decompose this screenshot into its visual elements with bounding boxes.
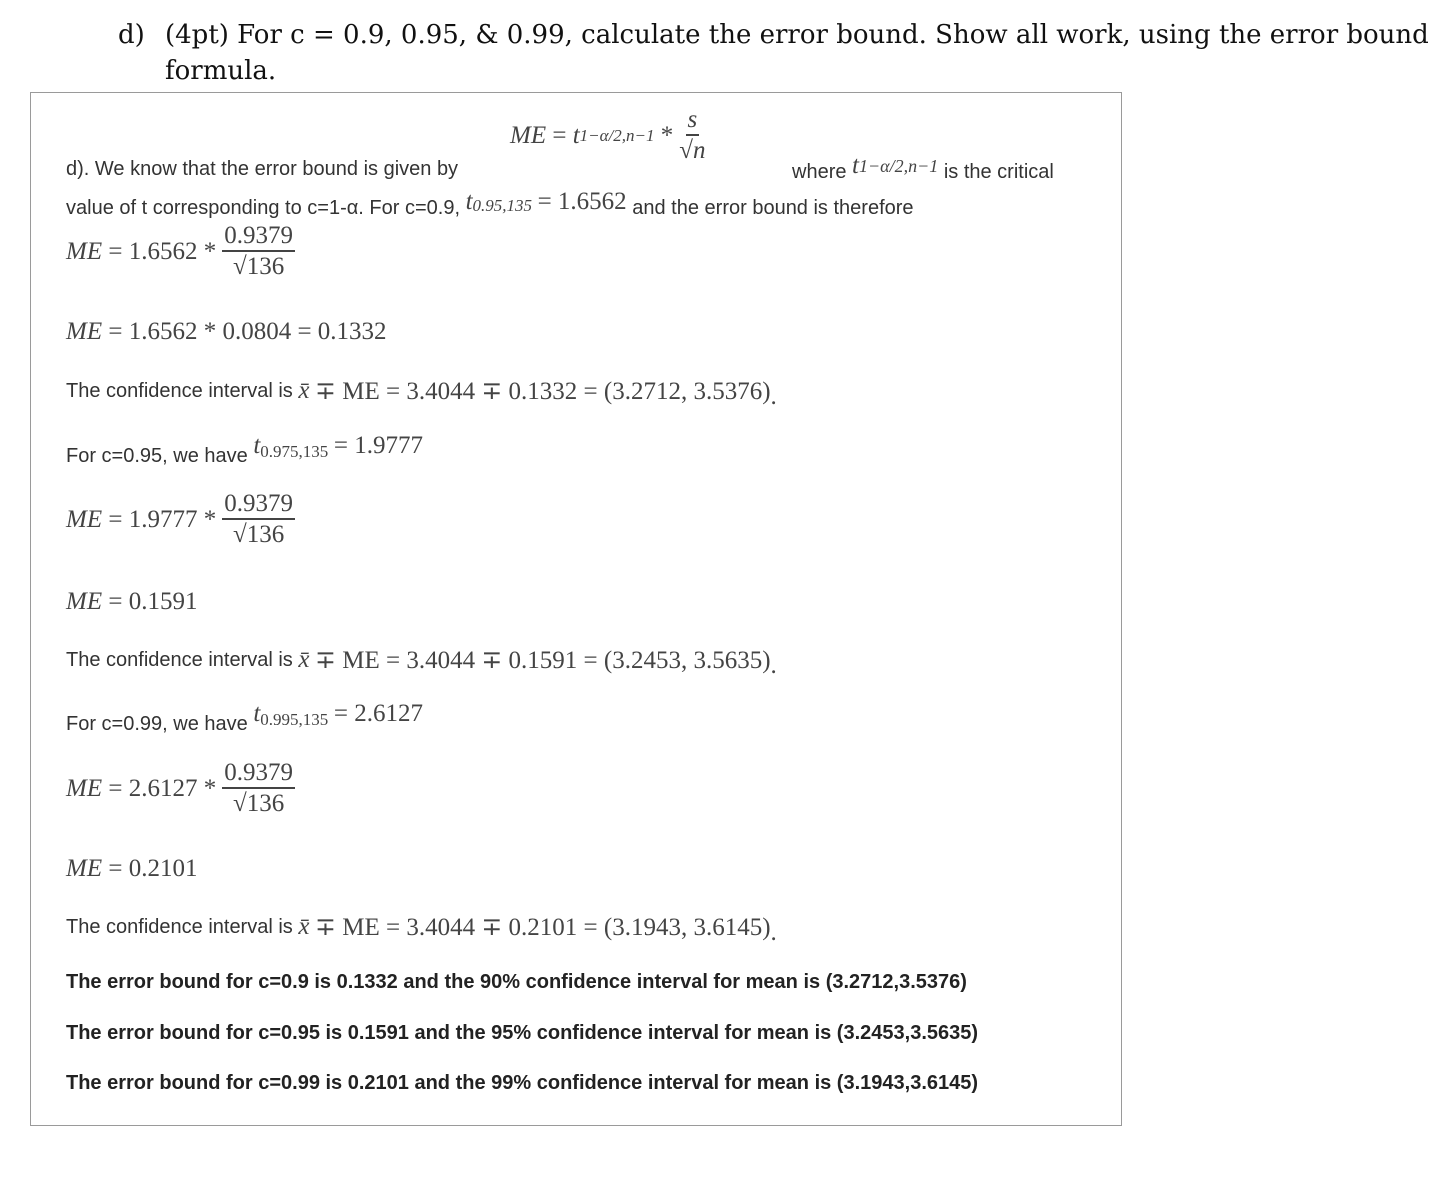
ci-expr: ∓ ME = 3.4044 ∓ 0.2101 = (3.1943, 3.6145) bbox=[315, 914, 771, 941]
c99-line bbox=[66, 700, 423, 735]
ci-label: The confidence interval is bbox=[66, 648, 293, 671]
xbar: x̄ bbox=[298, 377, 310, 404]
intro-line-2 bbox=[66, 188, 914, 222]
me-lhs: ME bbox=[66, 318, 103, 345]
me99-fraction bbox=[222, 759, 295, 819]
me90-equation bbox=[66, 222, 295, 282]
where-text bbox=[792, 152, 1054, 186]
ci-end: . bbox=[770, 919, 777, 946]
ci-end: . bbox=[770, 383, 777, 410]
c99-label: For c=0.99, we have bbox=[66, 712, 248, 735]
numerator: 0.9379 bbox=[222, 490, 295, 520]
me99-equation bbox=[66, 759, 295, 819]
formula-eq: = bbox=[552, 122, 567, 149]
c95-line bbox=[66, 432, 423, 467]
summary-line-90: The error bound for c=0.9 is 0.1332 and the 90% confidence interval for mean is (3.2712,3.5376) bbox=[66, 971, 967, 993]
formula-times: * bbox=[660, 122, 674, 149]
me-lhs: ME bbox=[66, 588, 103, 615]
me-lhs: ME bbox=[66, 775, 103, 802]
xbar: x̄ bbox=[298, 913, 310, 940]
t99-value: = 2.6127 bbox=[333, 700, 423, 727]
me90-fraction bbox=[222, 222, 295, 282]
ci-end: . bbox=[770, 652, 777, 679]
formula-t-sub: 1−α/2,n−1 bbox=[579, 126, 655, 145]
tcrit-sub: 1−α/2,n−1 bbox=[859, 155, 939, 176]
question-label: d) bbox=[118, 20, 145, 50]
me-lhs: ME bbox=[66, 506, 103, 533]
error-bound-formula bbox=[510, 106, 706, 166]
t99: t bbox=[253, 700, 261, 727]
denominator: √136 bbox=[232, 253, 285, 280]
formula-num: s bbox=[686, 106, 700, 136]
me-rhs: = 1.9777 * bbox=[108, 506, 217, 533]
denominator: √136 bbox=[232, 521, 285, 548]
critical-text: is the critical bbox=[943, 160, 1054, 183]
t95: t bbox=[253, 432, 261, 459]
formula-den: √n bbox=[679, 137, 706, 164]
ci99-line bbox=[66, 912, 777, 946]
t90: t bbox=[465, 188, 473, 215]
tcrit: t bbox=[852, 152, 859, 179]
t99-sub: 0.995,135 bbox=[260, 710, 329, 729]
me-rhs: = 1.6562 * bbox=[108, 238, 217, 265]
question-text-cont: formula. bbox=[165, 56, 277, 86]
xbar: x̄ bbox=[298, 646, 310, 673]
question-text: (4pt) For c = 0.9, 0.95, & 0.99, calculate the error bound. Show all work, using the error bound bbox=[165, 20, 1429, 50]
therefore-text: and the error bound is therefore bbox=[632, 196, 914, 219]
summary-line-95: The error bound for c=0.95 is 0.1591 and the 95% confidence interval for mean is (3.2453,3.5635) bbox=[66, 1022, 979, 1044]
t95-value: = 1.9777 bbox=[333, 432, 423, 459]
me-rhs: = 0.2101 bbox=[108, 855, 198, 882]
me-lhs: ME bbox=[66, 855, 103, 882]
me95-result bbox=[66, 588, 197, 616]
ci90-line bbox=[66, 376, 777, 410]
ci-expr: ∓ ME = 3.4044 ∓ 0.1591 = (3.2453, 3.5635) bbox=[315, 647, 771, 674]
me99-result bbox=[66, 855, 197, 883]
me-lhs: ME bbox=[66, 238, 103, 265]
me95-fraction bbox=[222, 490, 295, 550]
formula-t: t bbox=[572, 122, 580, 149]
ci-label: The confidence interval is bbox=[66, 915, 293, 938]
ci95-line bbox=[66, 645, 777, 679]
ci-label: The confidence interval is bbox=[66, 379, 293, 402]
me95-equation bbox=[66, 490, 295, 550]
where: where bbox=[792, 160, 847, 183]
numerator: 0.9379 bbox=[222, 759, 295, 789]
intro-text-2: value of t corresponding to c=1-α. For c=0.9, bbox=[66, 196, 460, 219]
denominator: √136 bbox=[232, 790, 285, 817]
me-rhs: = 2.6127 * bbox=[108, 775, 217, 802]
intro-line-1 bbox=[66, 158, 458, 181]
me-rhs: = 0.1591 bbox=[108, 588, 198, 615]
t95-sub: 0.975,135 bbox=[260, 442, 329, 461]
me-rhs: = 1.6562 * 0.0804 = 0.1332 bbox=[108, 318, 387, 345]
t90-value: = 1.6562 bbox=[537, 188, 627, 215]
intro-text: d). We know that the error bound is given by bbox=[66, 158, 459, 180]
numerator: 0.9379 bbox=[222, 222, 295, 252]
t90-sub: 0.95,135 bbox=[472, 196, 533, 215]
summary-line-99: The error bound for c=0.99 is 0.2101 and the 99% confidence interval for mean is (3.1943,3.6145) bbox=[66, 1072, 979, 1094]
formula-fraction bbox=[679, 106, 705, 166]
ci-expr: ∓ ME = 3.4044 ∓ 0.1332 = (3.2712, 3.5376) bbox=[315, 378, 771, 405]
me90-result bbox=[66, 318, 387, 346]
formula-lhs: ME bbox=[510, 122, 547, 149]
c95-label: For c=0.95, we have bbox=[66, 444, 248, 467]
